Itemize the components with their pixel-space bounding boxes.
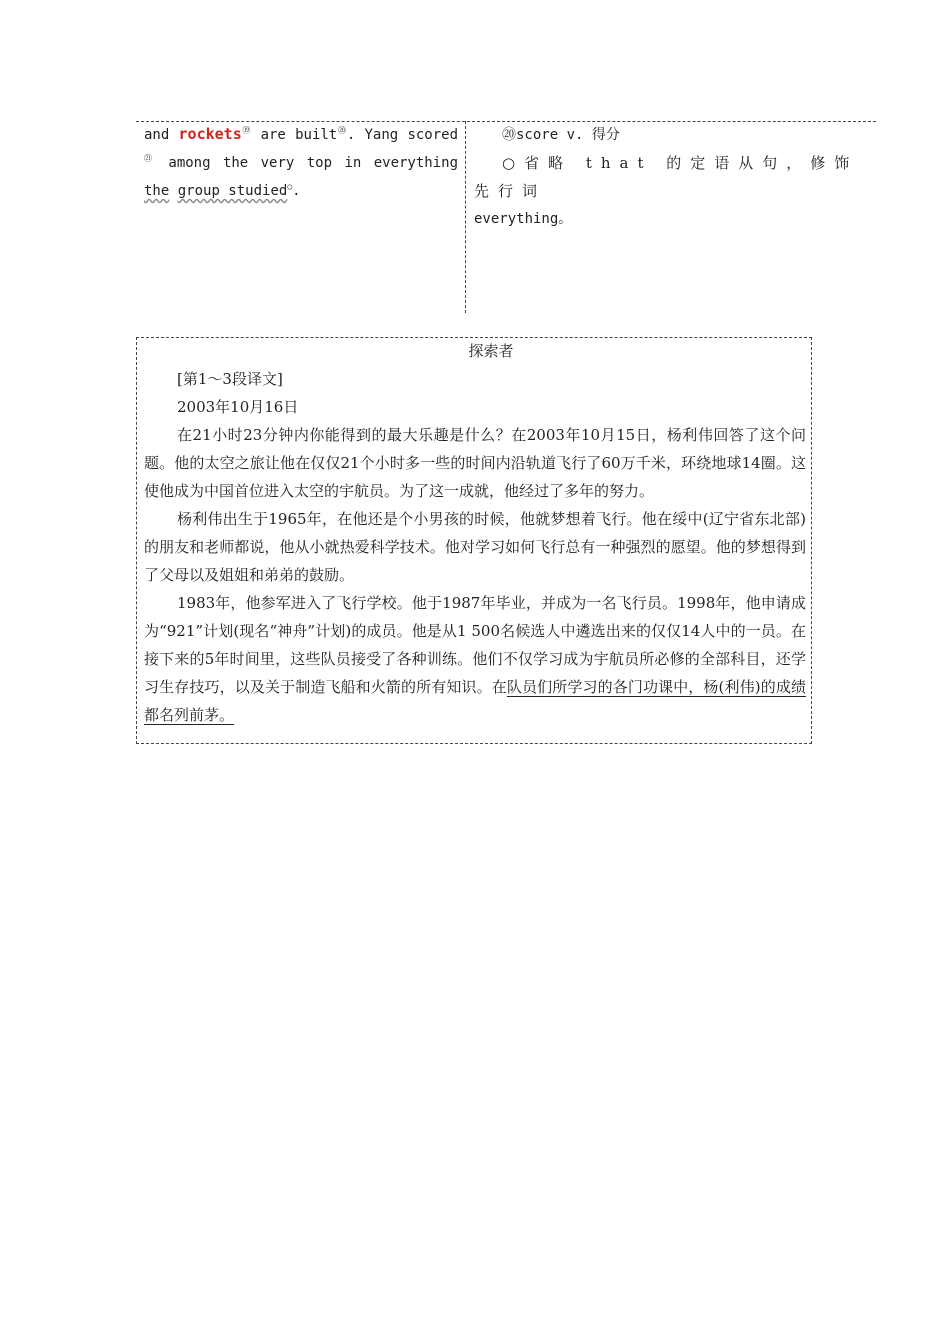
translation-body (144, 365, 806, 729)
paragraph-3-underlined: 队员们所学习的各门功课中，杨(利伟)的成绩都名列前茅。 (144, 678, 806, 724)
text-segment: among the very top in everything (155, 155, 458, 171)
text-segment: . (292, 183, 301, 199)
text-segment: . Yang scored (346, 127, 459, 143)
translation-paragraph-3 (144, 589, 806, 729)
note-clause-tail: everything。 (474, 211, 573, 227)
translation-title: 探索者 (468, 342, 514, 360)
column-divider (465, 121, 466, 313)
note-score-text: ⑳score v. 得分 (502, 127, 620, 143)
text-segment: and (144, 127, 179, 143)
keyword-rockets: rockets (178, 125, 242, 143)
wavy-underline-the: the (144, 183, 170, 199)
text-segment: are built (251, 127, 338, 143)
note-clause: ○省略 that 的定语从句，修饰先行词 (474, 154, 859, 200)
translation-date: 2003年10月16日 (177, 398, 299, 416)
note-marker: ⑳ (337, 126, 347, 135)
note-marker: ○ (287, 182, 293, 191)
translation-paragraph-2: 杨利伟出生于1965年，在他还是个小男孩的时候，他就梦想着飞行。他在绥中(辽宁省东北部)的朋友和老师都说，他从小就热爱科学技术。他对学习如何飞行总有一种强烈的愿望。他的梦想得到了父母以及姐姐和弟弟的鼓励。 (144, 510, 806, 584)
english-text-column (144, 120, 458, 205)
note-score (474, 120, 866, 149)
translation-heading: [第1～3段译文] (177, 370, 283, 388)
paragraph-3-main: 1983年，他参军进入了飞行学校。他于1987年毕业，并成为一名飞行员。1998年，他申请成为“921”计划(现名“神舟”计划)的成员。他是从1 500名候选人中遴选出来的仅仅14人中的一员。在接下来的5年时间里，这些队员接受了各种训练。他们不仅学习成为宇航员所必修的全部科目，还学习生存技巧，以及关于制造飞船和火箭的所有知识。在 (144, 594, 806, 696)
note-marker: ⑲ (241, 126, 252, 135)
translation-paragraph-1: 在21小时23分钟内你能得到的最大乐趣是什么？在2003年10月15日，杨利伟回答了这个问题。他的太空之旅让他在仅仅21个小时多一些的时间内沿轨道飞行了60万千米，环绕地球14圈。这使他成为中国首位进入太空的宇航员。为了这一成就，他经过了多年的努力。 (144, 426, 806, 500)
note-marker: ㉑ (144, 154, 156, 163)
wavy-underline-group-studied: group studied (177, 183, 288, 199)
notes-column (474, 120, 866, 233)
